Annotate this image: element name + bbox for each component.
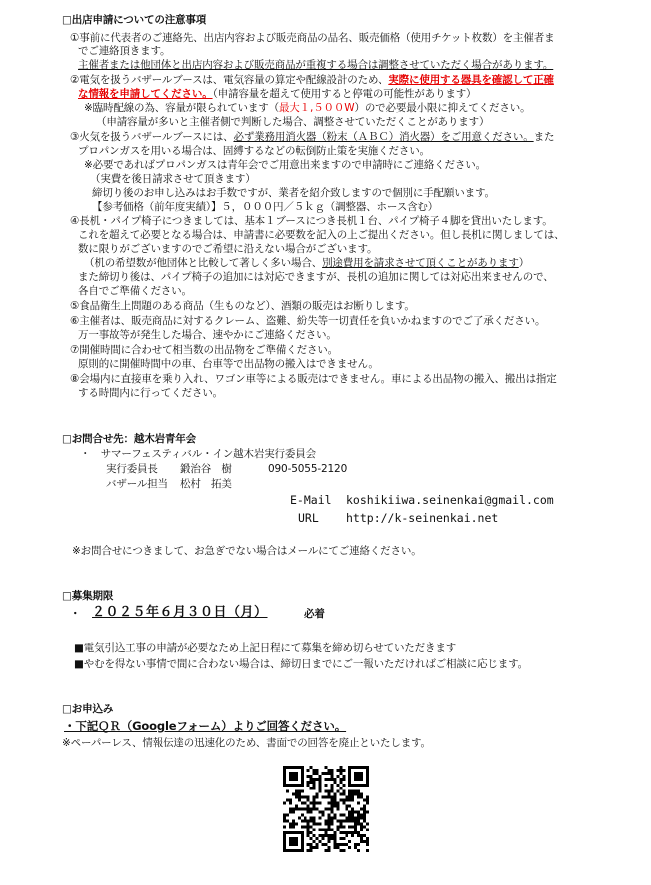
notice-item-8-line-1: ⑧会場内に直接車を乗り入れ、ワゴン車等による販売はできません。車による出品物の搬入、搬出は指定	[70, 373, 557, 385]
capacity-note-text-end: ）ので必要最小限に抑えてください。	[354, 102, 531, 114]
notice-item-4-line-3: 数に限りがございますのでご希望に沿えない場合がございます。	[78, 243, 378, 255]
notice-item-2-warning-cont: な情報を申請してください。	[78, 88, 213, 100]
capacity-max-value: 最大１,５００W	[278, 102, 355, 114]
notice-item-1-line-2: でご連絡頂きます。	[78, 45, 171, 57]
contact-organization: ・ サマーフェスティバル・イン越木岩実行委員会	[80, 448, 316, 460]
notice-item-1-line-1: ①事前に代表者のご連絡先、出店内容および販売商品の品名、販売価格（使用チケット枚数）を主催者ま	[70, 32, 555, 44]
extinguisher-requirement: 必ず業務用消火器（粉末（ＡＢＣ）消火器）をご用意ください。	[233, 131, 534, 143]
notice-item-2-caution: （申請容量を超えて使用すると停電の可能性があります）	[212, 88, 477, 100]
contact-chair-phone: 090-5055-2120	[268, 463, 348, 475]
notice-item-4-line-2: これを超えて必要となる場合は、申請書に必要数を記入の上ご提出ください。但し長机に関しましては、	[78, 229, 565, 241]
deadline-date: ２０２５年６月３０日（月）	[92, 605, 268, 620]
notice-item-7-line-1: ⑦開催時間に合わせて相当数の出品物をご準備ください。	[70, 344, 339, 356]
notice-item-6-line-1: ⑥主催者は、販売商品に対するクレーム、盗難、紛失等一切責任を負いかねますのでご了承ください。	[70, 315, 546, 327]
contact-chair-name: 鍛治谷 樹	[180, 463, 232, 475]
notice-item-8-line-2: する時間内に行ってください。	[78, 387, 223, 399]
notice-item-3-text: ③火気を扱うバザールブースには、	[70, 131, 234, 143]
contact-note: ※お問合せにつきまして、お急ぎでない場合はメールにてご連絡ください。	[72, 545, 422, 557]
notice-item-4-paren: ）	[518, 257, 530, 269]
contact-email-label: E-Mail	[290, 493, 332, 507]
notice-item-4-line-5: また締切り後は、パイプ椅子の追加には対応できますが、長机の追加に関しては対応出来ませんので、	[78, 271, 554, 283]
notice-item-3-line-2: プロパンガスを用いる場合は、固縛するなどの転倒防止策を実施ください。	[78, 145, 430, 157]
notice-item-4-text: （机の希望数が他団体と比較して著しく多い場合、	[84, 257, 323, 269]
notice-item-2-line-1	[70, 74, 554, 87]
deadline-suffix: 必着	[304, 608, 325, 620]
contact-chair-role: 実行委員長	[106, 463, 158, 475]
capacity-note-text: ※臨時配線の為、容量が限られています（	[84, 102, 279, 114]
notice-item-5: ⑤食品衛生上問題のある商品（生ものなど）、酒類の販売はお断りします。	[70, 300, 415, 312]
contact-url[interactable]: http://k-seinenkai.net	[346, 511, 499, 525]
deadline-bullet: ・	[70, 608, 81, 620]
notice-item-3-line-4: （実費を後日請求させて頂きます）	[90, 173, 256, 185]
notice-item-2-line-4: （申請容量が多いと主催者側で判断した場合、調整させていただくことがあります）	[96, 116, 490, 128]
notice-item-2-line-2	[78, 88, 476, 101]
notice-item-3-text-end: また	[533, 131, 555, 143]
notice-item-4-line-6: 各自でご準備ください。	[78, 285, 192, 297]
contact-email[interactable]: koshikiiwa.seinenkai@gmail.com	[346, 493, 554, 507]
notice-item-2-text: ②電気を扱うバザールブースは、電気容量の算定や配線設計のため、	[70, 74, 389, 86]
notice-item-4-line-1: ④長机・パイプ椅子につきましては、基本１ブースにつき長机１台、パイプ椅子４脚を貸出いたします。	[70, 215, 553, 227]
deadline-note-1: ■電気引込工事の申請が必要なため上記日程にて募集を締め切らせていただきます	[74, 642, 457, 654]
notice-item-3-line-5: 締切り後のお申し込みはお手数ですが、業者を紹介致しますので個別に手配願います。	[92, 187, 495, 199]
notice-item-3-line-3: ※必要であればプロパンガスは青年会でご用意出来ますので申請時にご連絡ください。	[84, 159, 486, 171]
notice-item-6-line-2: 万一事故等が発生した場合、速やかにご連絡ください。	[78, 329, 337, 341]
apply-note: ※ペーパーレス、情報伝達の迅速化のため、書面での回答を廃止といたします。	[62, 737, 431, 749]
notice-item-3-line-6: 【参考価格（前年度実績）】５，０００円／５ｋｇ（調整器、ホース含む）	[92, 201, 439, 213]
apply-instruction: ・下記ＱＲ（Googleフォーム）よりご回答ください。	[64, 719, 347, 733]
contact-heading: □お問合せ先：越木岩青年会	[62, 433, 196, 445]
extra-cost-notice: 別途費用を請求させて頂くことがあります	[322, 257, 519, 269]
notice-item-7-line-2: 原則的に開催時間中の車、台車等で出品物の搬入はできません。	[78, 358, 379, 370]
notice-heading: □出店申請についての注意事項	[62, 14, 207, 26]
notice-item-2-line-3	[84, 102, 530, 115]
notice-item-4-line-4	[84, 257, 529, 270]
notice-item-1-line-3	[78, 59, 553, 72]
apply-heading: □お申込み	[62, 703, 114, 715]
qr-code-icon[interactable]	[283, 766, 369, 852]
deadline-heading: □募集期限	[62, 590, 114, 602]
notice-item-3-line-1	[70, 131, 554, 144]
contact-url-label: URL	[298, 511, 319, 525]
notice-item-1-underlined: 主催者または他団体と出店内容および販売商品が重複する場合は調整させていただく場合があります。	[78, 59, 554, 71]
deadline-note-2: ■やむを得ない事情で間に合わない場合は、締切日までにご一報いただければご相談に応じます。	[74, 658, 528, 670]
notice-item-2-warning: 実際に使用する器具を確認して正確	[388, 74, 554, 86]
contact-bazaar-name: 松村 拓美	[180, 478, 232, 490]
contact-bazaar-role: バザール担当	[106, 478, 168, 490]
